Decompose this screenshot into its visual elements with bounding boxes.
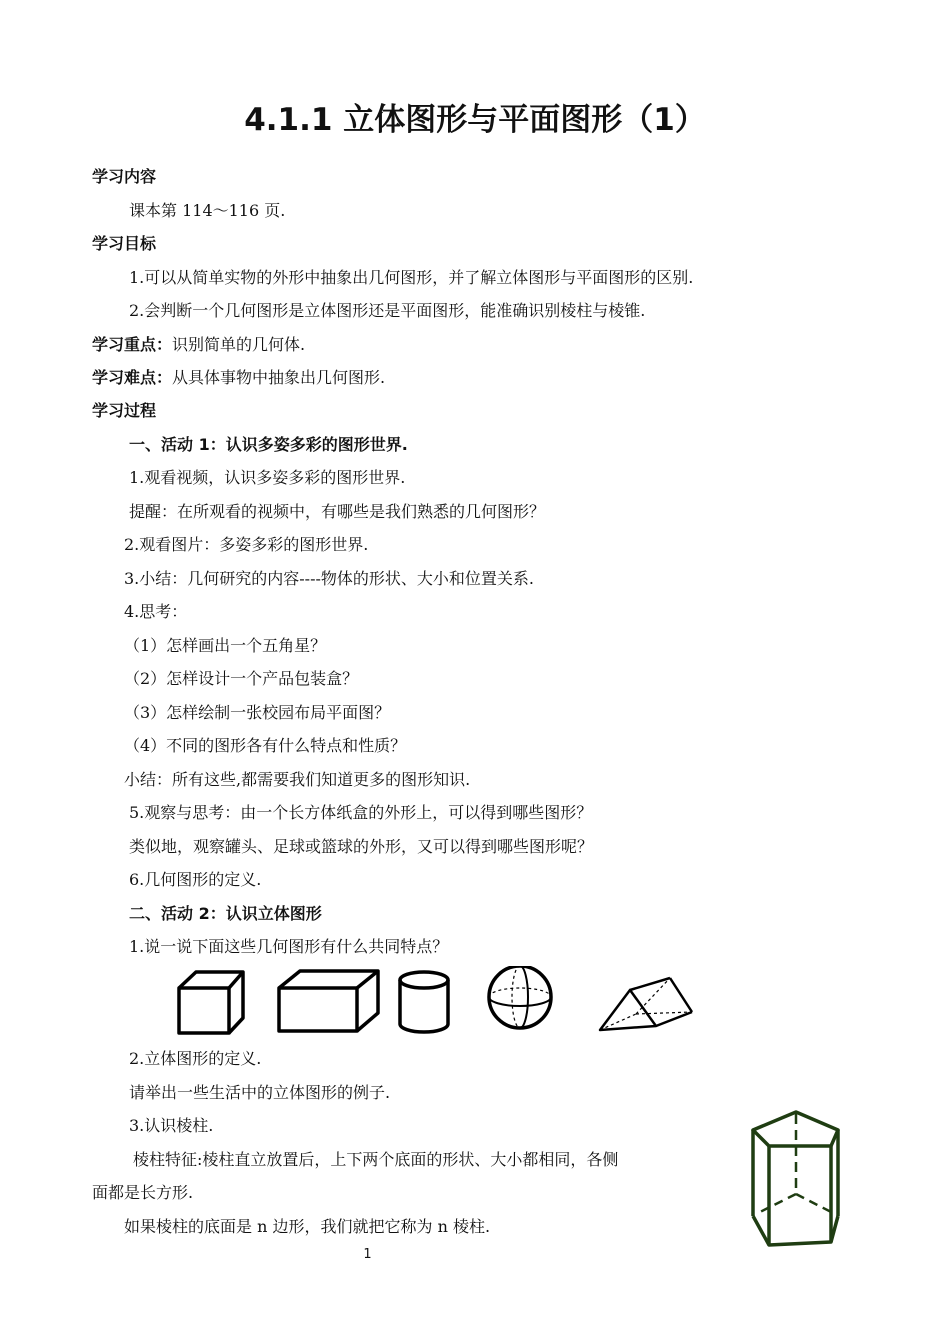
content-label: 学习内容: [92, 167, 157, 186]
difficulty-label: 学习难点：: [92, 368, 173, 387]
goals-label: 学习目标: [92, 234, 157, 253]
activity2-heading: 二、活动 2：认识立体图形: [129, 904, 322, 923]
process-label: 学习过程: [92, 401, 157, 420]
pentagonal-prism-icon: [748, 1108, 844, 1250]
cylinder-icon: [400, 972, 448, 1032]
activity1-line-1: 1.观看视频，认识多姿多彩的图形世界.: [129, 468, 406, 487]
activity1-line-7: 类似地，观察罐头、足球或篮球的外形，又可以得到哪些图形呢？: [129, 837, 594, 856]
activity2-line-5b: 面都是长方形.: [92, 1183, 194, 1202]
activity2-line-1: 1.说一说下面这些几何图形有什么共同特点？: [129, 937, 449, 956]
triangular-prism-icon: [600, 978, 692, 1030]
question-2: （2）怎样设计一个产品包装盒？: [124, 669, 359, 688]
page-number: 1: [363, 1247, 372, 1262]
sphere-icon: [489, 966, 551, 1028]
cube-icon: [179, 972, 243, 1033]
key-label: 学习重点：: [92, 335, 173, 354]
activity1-line-3: 2.观看图片：多姿多彩的图形世界.: [124, 535, 369, 554]
activity2-line-6: 如果棱柱的底面是 n 边形，我们就把它称为 n 棱柱.: [124, 1217, 491, 1236]
activity1-line-8: 6.几何图形的定义.: [129, 870, 262, 889]
activity1-line-6: 5.观察与思考：由一个长方体纸盒的外形上，可以得到哪些图形？: [129, 803, 593, 822]
question-3: （3）怎样绘制一张校园布局平面图？: [124, 703, 391, 722]
page-title: 4.1.1 立体图形与平面图形（1）: [244, 102, 706, 138]
key-point: [92, 334, 305, 356]
activity1-line-2: 提醒：在所观看的视频中，有哪些是我们熟悉的几何图形？: [129, 502, 546, 521]
cuboid-icon: [279, 971, 378, 1031]
question-4: （4）不同的图形各有什么特点和性质？: [124, 736, 407, 755]
difficulty-text: 从具体事物中抽象出几何图形.: [172, 368, 386, 387]
question-1: （1）怎样画出一个五角星？: [124, 636, 327, 655]
goal-1: 1.可以从简单实物的外形中抽象出几何图形，并了解立体图形与平面图形的区别.: [129, 268, 694, 287]
activity2-line-4: 3.认识棱柱.: [129, 1116, 214, 1135]
activity2-line-3: 请举出一些生活中的立体图形的例子.: [129, 1083, 391, 1102]
solid-shapes-figure: [170, 966, 700, 1038]
content-text: 课本第 114～116 页.: [129, 201, 286, 220]
goal-2: 2.会判断一个几何图形是立体图形还是平面图形，能准确识别棱柱与棱锥.: [129, 301, 646, 320]
activity1-line-5: 4.思考：: [124, 602, 188, 621]
activity1-heading: 一、活动 1：认识多姿多彩的图形世界.: [129, 435, 408, 454]
difficulty-point: [92, 367, 385, 389]
activity2-line-5a: 棱柱特征:棱柱直立放置后，上下两个底面的形状、大小都相同，各侧: [133, 1150, 619, 1169]
activity1-line-4: 3.小结：几何研究的内容----物体的形状、大小和位置关系.: [124, 569, 534, 588]
activity2-line-2: 2.立体图形的定义.: [129, 1049, 262, 1068]
key-text: 识别简单的几何体.: [172, 335, 306, 354]
activity1-summary: 小结：所有这些,都需要我们知道更多的图形知识.: [124, 770, 471, 789]
